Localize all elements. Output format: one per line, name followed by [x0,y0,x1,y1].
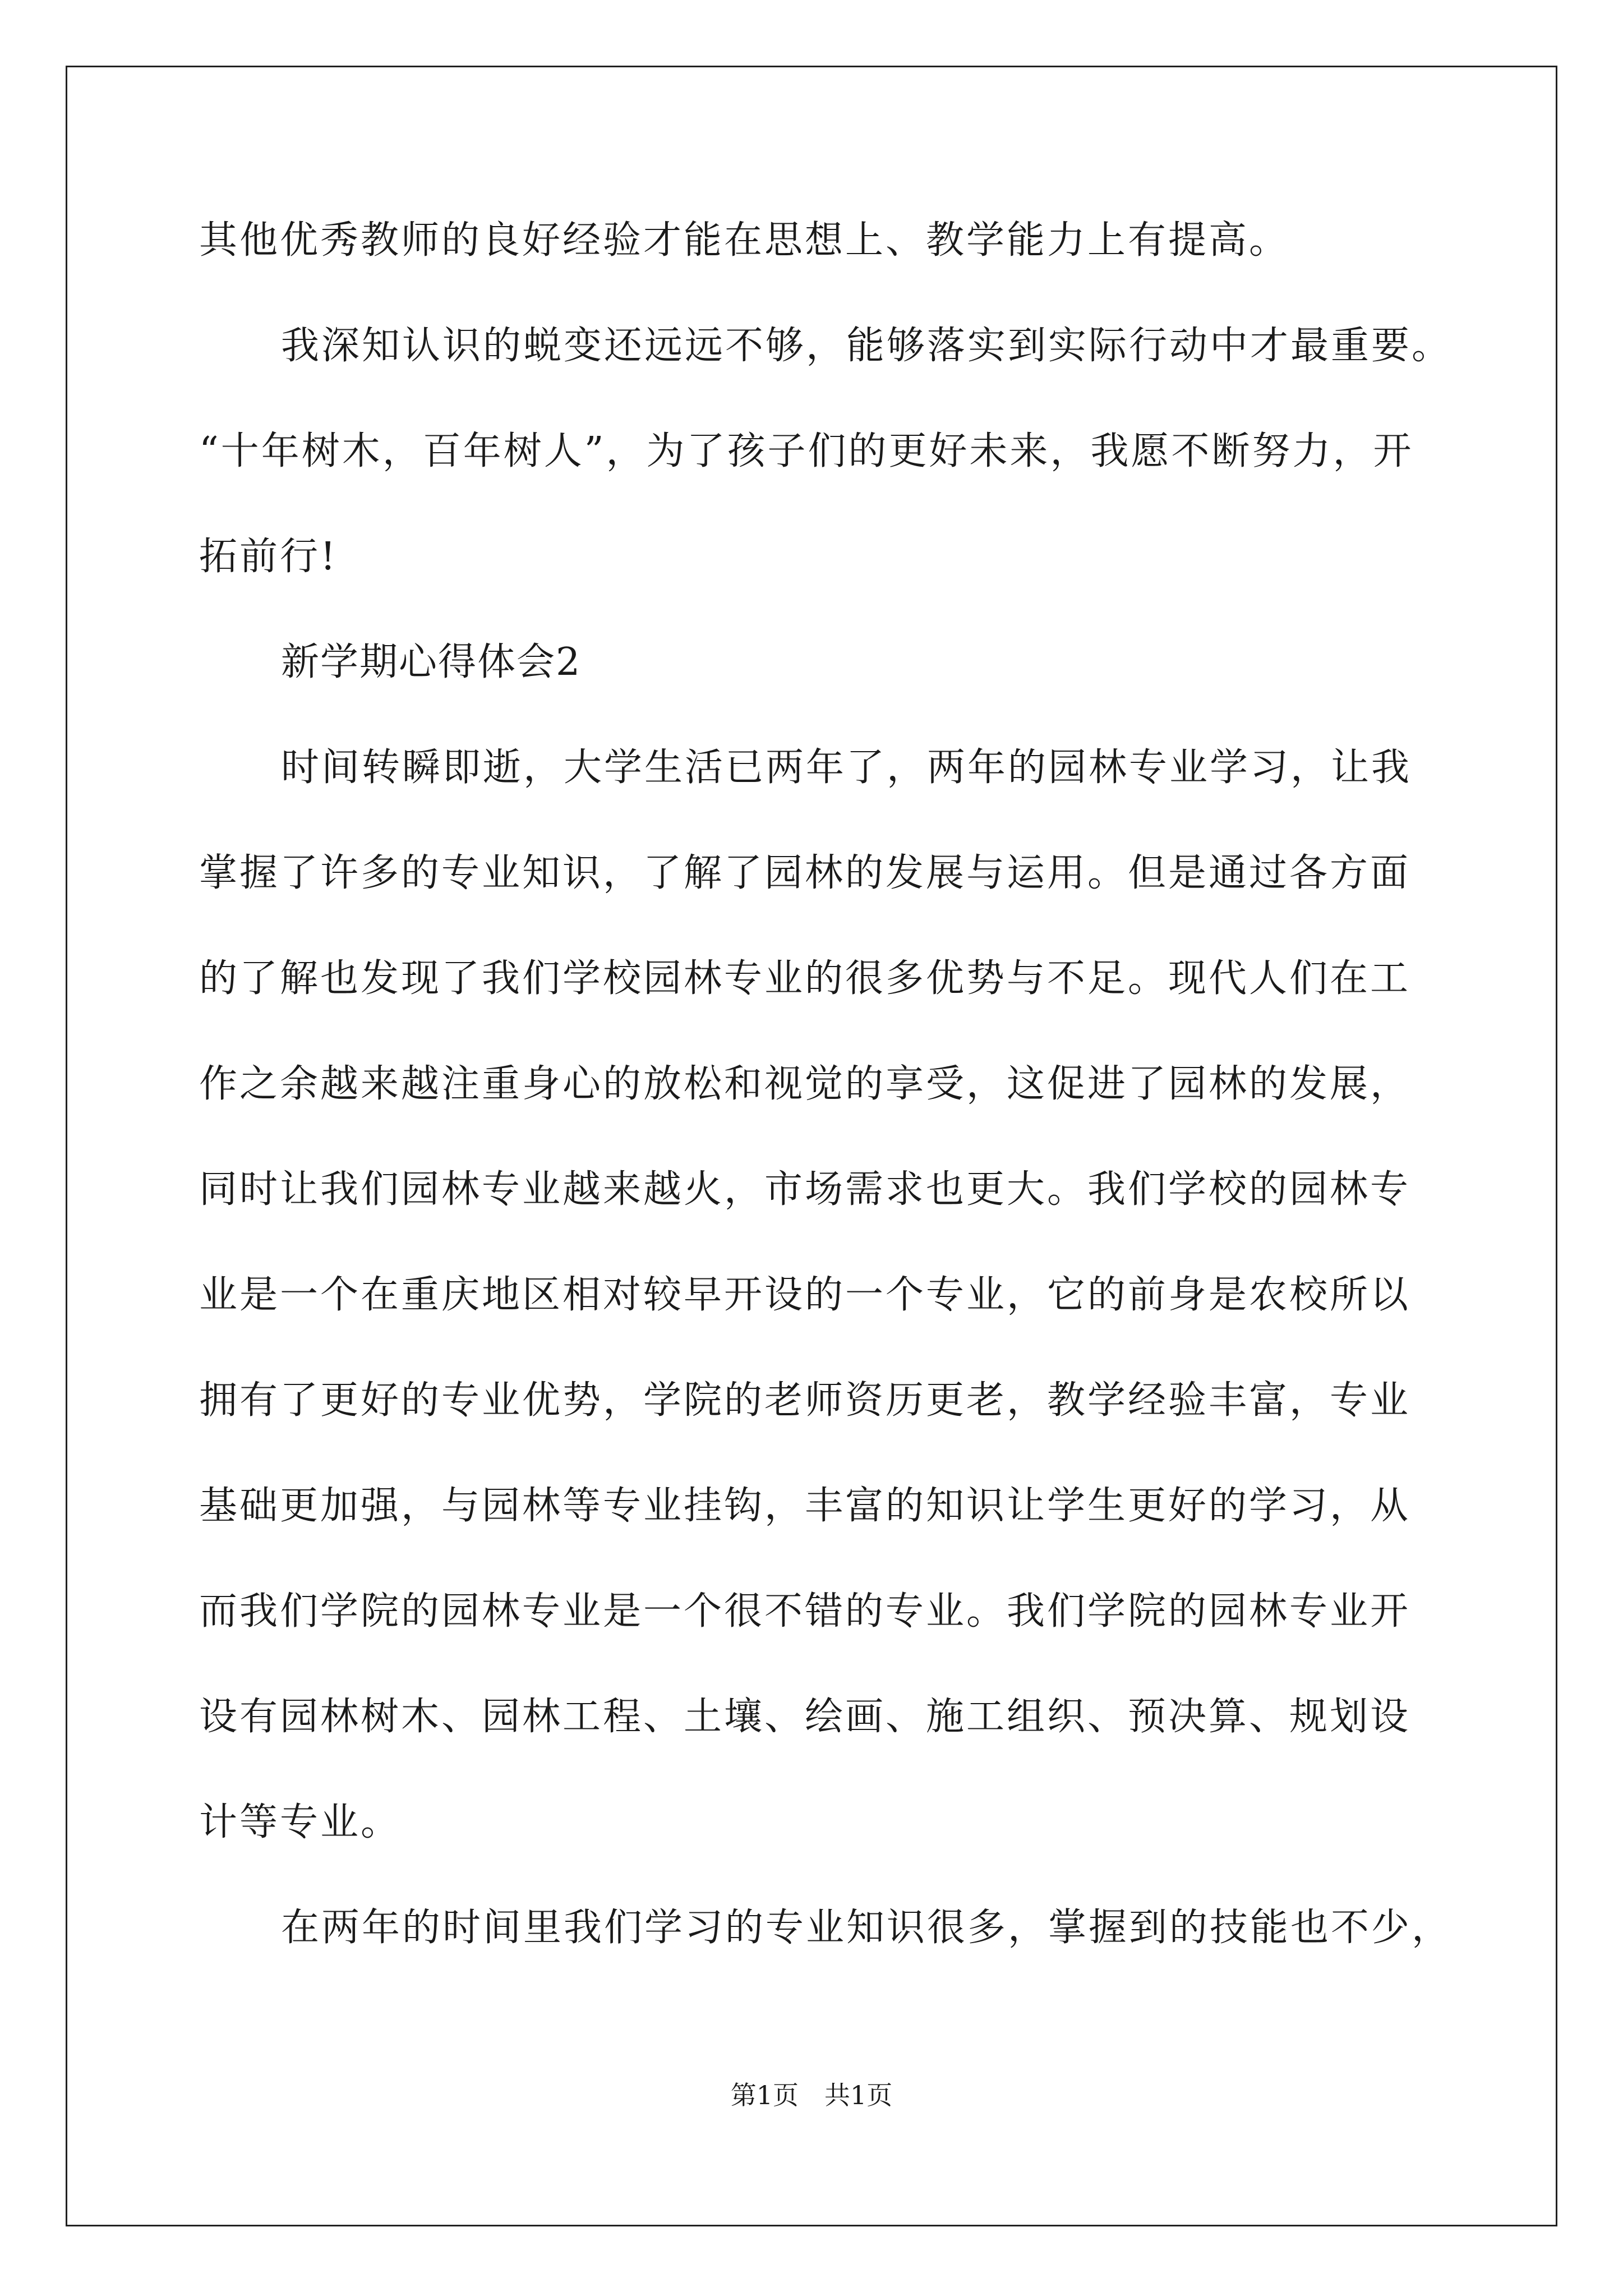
text-line: 掌握了许多的专业知识，了解了园林的发展与运用。但是通过各方面 [199,851,1411,895]
document-body [199,188,1453,1981]
text-line: 时间转瞬即逝，大学生活已两年了，两年的园林专业学习，让我 [281,746,1412,790]
text-line: 我深知认识的蜕变还远远不够，能够落实到实际行动中才最重要。 [281,324,1453,368]
text-line: 业是一个在重庆地区相对较早开设的一个专业，它的前身是农校所以 [199,1273,1411,1317]
text-line: 拓前行! [199,535,338,579]
text-line: 基础更加强，与园林等专业挂钩，丰富的知识让学生更好的学习，从 [199,1484,1411,1528]
paragraph-continuation [199,188,1433,293]
text-line: 其他优秀教师的良好经验才能在思想上、教学能力上有提高。 [199,218,1290,263]
text-line: 拥有了更好的专业优势，学院的老师资历更老，教学经验丰富，专业 [199,1378,1411,1423]
text-line: 的了解也发现了我们学校园林专业的很多优势与不足。现代人们在工 [199,956,1411,1001]
paragraph-major-intro [199,715,1433,1875]
heading-text: 新学期心得体会2 [281,640,582,684]
paragraph-resolution [199,293,1453,610]
page-number-label: 第1页 共1页 [730,2080,893,2110]
text-line: 作之余越来越注重身心的放松和视觉的享受，这促进了园林的发展， [199,1062,1411,1106]
section-heading [199,610,1433,715]
text-line: “十年树木，百年树人”，为了孩子们的更好未来，我愿不断努力，开 [199,429,1414,473]
page-footer [0,2078,1623,2112]
text-line: 在两年的时间里我们学习的专业知识很多，掌握到的技能也不少， [281,1906,1453,1950]
text-line: 计等专业。 [199,1800,402,1844]
text-line: 同时让我们园林专业越来越火，市场需求也更大。我们学校的园林专 [199,1167,1411,1212]
paragraph-two-years [199,1875,1453,1981]
text-line: 而我们学院的园林专业是一个很不错的专业。我们学院的园林专业开 [199,1589,1411,1634]
text-line: 设有园林树木、园林工程、土壤、绘画、施工组织、预决算、规划设 [199,1695,1411,1739]
